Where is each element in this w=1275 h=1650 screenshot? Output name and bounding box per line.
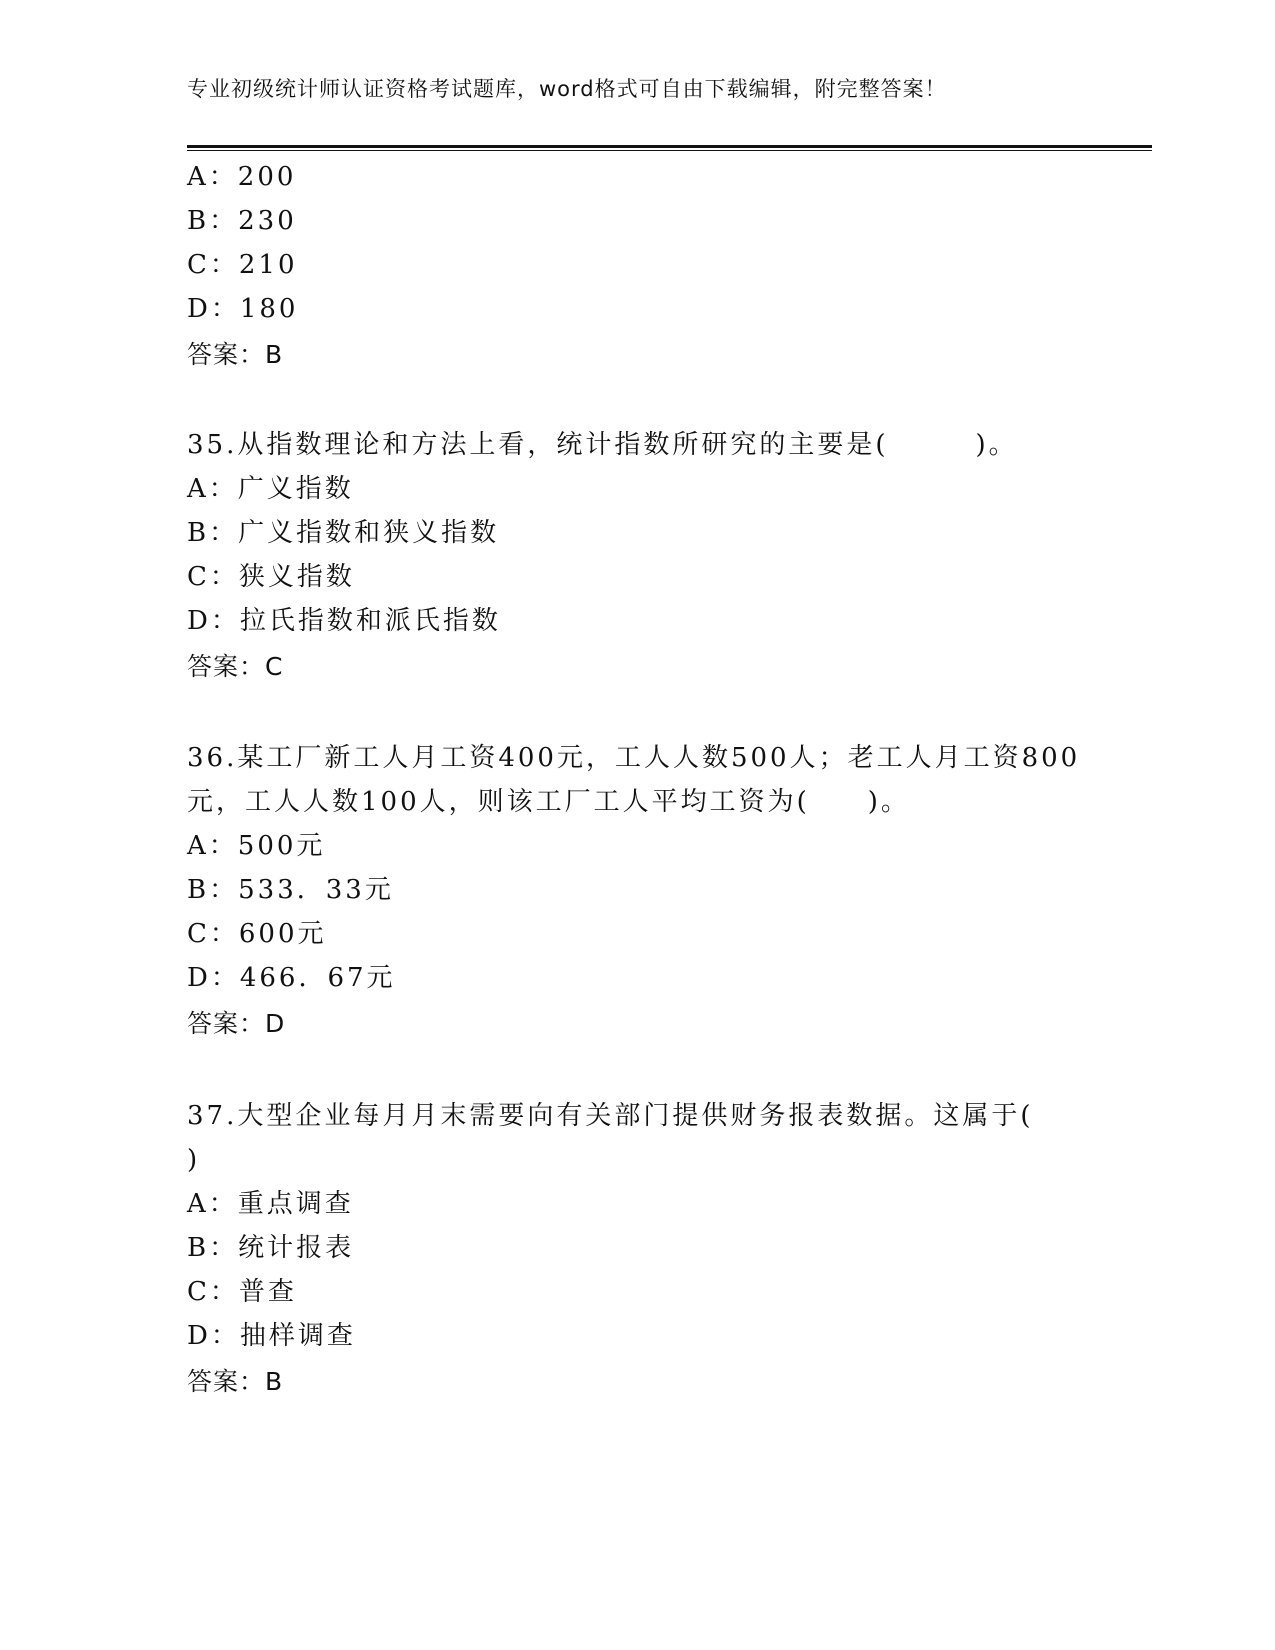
q36-option-c: C：600元 — [187, 919, 327, 949]
q37-option-b: B：统计报表 — [187, 1233, 355, 1263]
q35-option-d: D：拉氏指数和派氏指数 — [187, 606, 501, 636]
q37-option-d: D：抽样调查 — [187, 1321, 356, 1351]
q36-answer: 答案：D — [187, 1009, 286, 1038]
q36-stem-line2: 元，工人人数100人，则该工厂工人平均工资为( )。 — [187, 787, 910, 817]
q37-option-c: C：普查 — [187, 1277, 297, 1307]
q36-stem-line1: 36.某工厂新工人月工资400元，工人人数500人；老工人月工资800 — [187, 743, 1081, 773]
header-divider-thin — [187, 150, 1152, 151]
q36-option-b: B：533．33元 — [187, 875, 394, 905]
header-divider — [187, 145, 1152, 152]
header-divider-thick — [187, 145, 1152, 148]
q35-answer: 答案：C — [187, 652, 284, 681]
q35-stem: 35.从指数理论和方法上看，统计指数所研究的主要是( )。 — [187, 430, 1018, 460]
q37-answer: 答案：B — [187, 1367, 284, 1396]
q34-option-a: A：200 — [187, 162, 297, 192]
q34-option-c: C：210 — [187, 250, 298, 280]
page-header-text: 专业初级统计师认证资格考试题库，word格式可自由下载编辑，附完整答案！ — [187, 77, 947, 101]
q36-option-d: D：466．67元 — [187, 963, 396, 993]
q36-option-a: A：500元 — [187, 831, 326, 861]
q34-option-b: B：230 — [187, 206, 297, 236]
q35-option-a: A：广义指数 — [187, 474, 354, 504]
q34-answer: 答案：B — [187, 340, 284, 369]
q34-option-d: D：180 — [187, 294, 299, 324]
q35-option-c: C：狭义指数 — [187, 562, 355, 592]
q37-option-a: A：重点调查 — [187, 1189, 354, 1219]
q37-stem-line2: ) — [187, 1145, 201, 1175]
q37-stem-line1: 37.大型企业每月月末需要向有关部门提供财务报表数据。这属于( — [187, 1101, 1034, 1131]
q35-option-b: B：广义指数和狭义指数 — [187, 518, 500, 548]
